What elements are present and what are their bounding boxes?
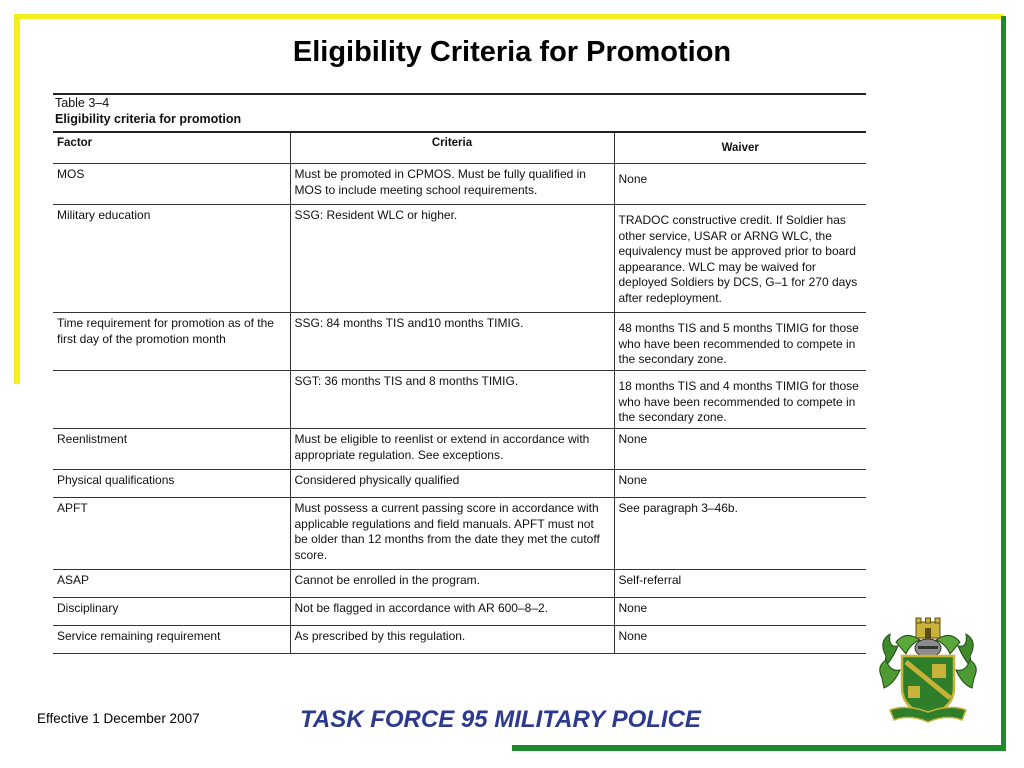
cell-factor: Physical qualifications <box>53 470 290 498</box>
cell-factor: Disciplinary <box>53 598 290 626</box>
cell-factor: Military education <box>53 205 290 313</box>
cell-criteria: Must possess a current passing score in accordance with applicable regulations and field manuals. APFT must not be older than 12 months from the date they met the cutoff score. <box>290 498 614 570</box>
table-row <box>53 626 866 654</box>
cell-waiver: None <box>614 470 866 498</box>
frame-yellow-top <box>14 14 1004 19</box>
header-factor: Factor <box>53 132 290 164</box>
cell-factor: Service remaining requirement <box>53 626 290 654</box>
cell-factor: ASAP <box>53 570 290 598</box>
cell-factor: MOS <box>53 164 290 205</box>
cell-criteria: Not be flagged in accordance with AR 600–8–2. <box>290 598 614 626</box>
header-waiver: Waiver <box>614 132 866 164</box>
cell-waiver: 48 months TIS and 5 months TIMIG for those who have been recommended to compete in the secondary zone. <box>614 313 866 371</box>
table-row <box>53 429 866 470</box>
cell-criteria: Cannot be enrolled in the program. <box>290 570 614 598</box>
cell-waiver: None <box>614 598 866 626</box>
table-row <box>53 313 866 371</box>
table-row <box>53 205 866 313</box>
table-row <box>53 164 866 205</box>
table-top-rule <box>53 93 866 95</box>
eligibility-table <box>53 131 866 654</box>
table-row <box>53 570 866 598</box>
cell-criteria: SGT: 36 months TIS and 8 months TIMIG. <box>290 371 614 429</box>
cell-waiver: None <box>614 626 866 654</box>
table-number: Table 3–4 <box>55 96 110 110</box>
cell-criteria: SSG: 84 months TIS and10 months TIMIG. <box>290 313 614 371</box>
scanned-table-image <box>53 93 866 653</box>
slide-title: Eligibility Criteria for Promotion <box>292 36 732 68</box>
military-police-crest-icon <box>876 616 980 726</box>
cell-factor: APFT <box>53 498 290 570</box>
cell-criteria: Must be promoted in CPMOS. Must be fully qualified in MOS to include meeting school requirements. <box>290 164 614 205</box>
frame-green-bottom <box>512 745 1006 751</box>
table-caption: Eligibility criteria for promotion <box>55 112 242 126</box>
table-row <box>53 470 866 498</box>
cell-waiver: 18 months TIS and 4 months TIMIG for those who have been recommended to compete in the secondary zone. <box>614 371 866 429</box>
cell-criteria: SSG: Resident WLC or higher. <box>290 205 614 313</box>
cell-waiver: See paragraph 3–46b. <box>614 498 866 570</box>
table-row <box>53 371 866 429</box>
cell-waiver: None <box>614 164 866 205</box>
cell-factor: Reenlistment <box>53 429 290 470</box>
frame-yellow-left <box>14 14 20 384</box>
cell-factor: Time requirement for promotion as of the first day of the promotion month <box>53 313 290 371</box>
cell-criteria: As prescribed by this regulation. <box>290 626 614 654</box>
cell-criteria: Must be eligible to reenlist or extend in accordance with appropriate regulation. See exceptions. <box>290 429 614 470</box>
cell-waiver: Self-referral <box>614 570 866 598</box>
cell-waiver: TRADOC constructive credit. If Soldier has other service, USAR or ARNG WLC, the equivalency must be approved prior to board appearance. WLC may be waived for deployed Soldiers by DCS, G–1 for 270 days after redeployment. <box>614 205 866 313</box>
cell-waiver: None <box>614 429 866 470</box>
frame-green-right <box>1001 16 1006 751</box>
table-row <box>53 598 866 626</box>
table-row <box>53 498 866 570</box>
table-header-row <box>53 132 866 164</box>
effective-date: Effective 1 December 2007 <box>37 711 200 726</box>
header-criteria: Criteria <box>290 132 614 164</box>
cell-criteria: Considered physically qualified <box>290 470 614 498</box>
cell-factor <box>53 371 290 429</box>
footer-unit-name: TASK FORCE 95 MILITARY POLICE <box>300 706 701 733</box>
